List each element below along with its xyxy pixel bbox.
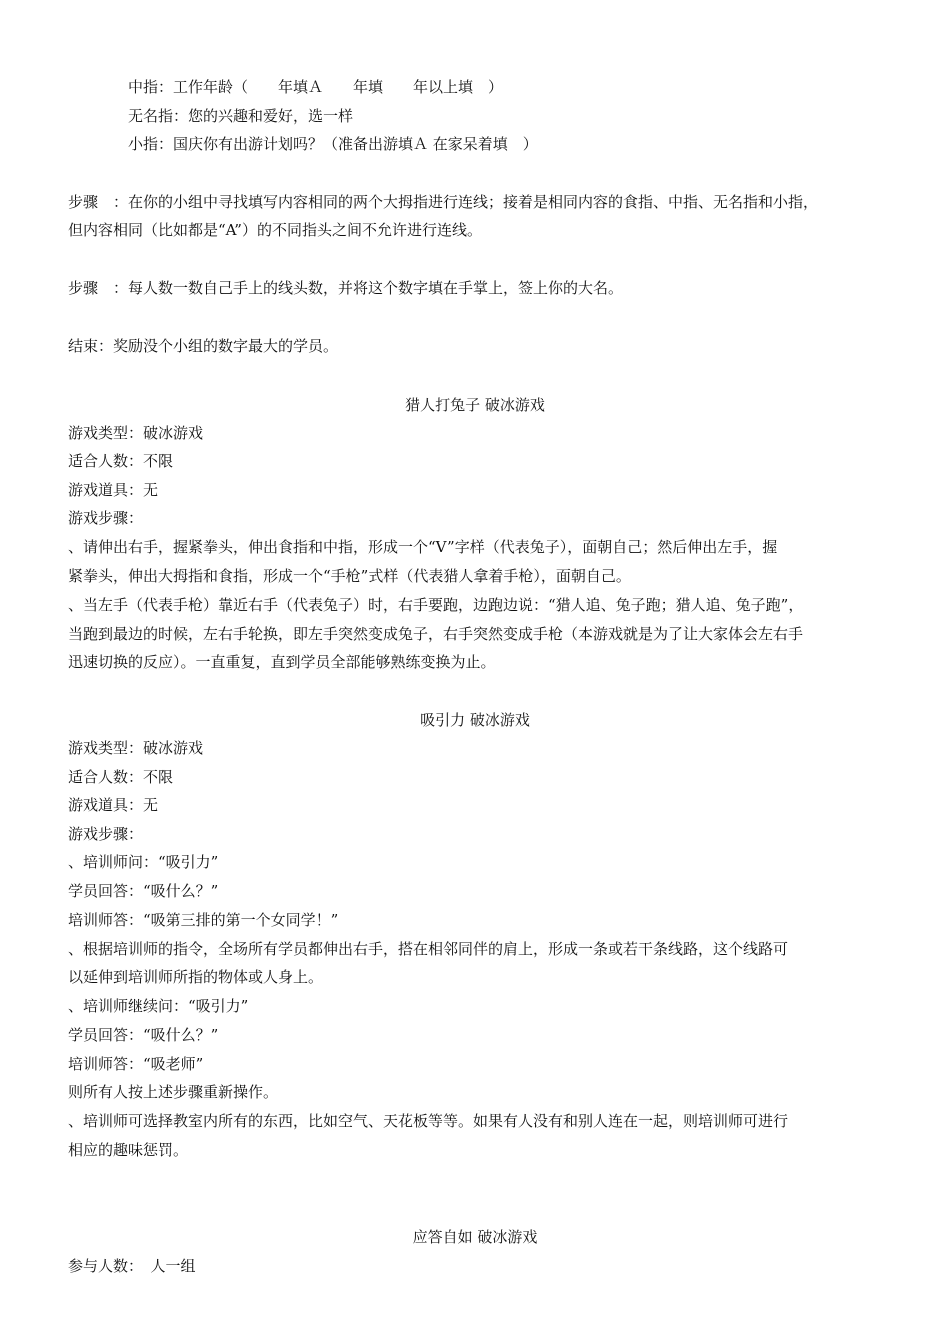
body-line: 、请伸出右手，握紧拳头，伸出食指和中指，形成一个“V”字样（代表兔子），面朝自己；然后伸出左手，握: [68, 538, 778, 556]
body-line: 培训师答：“吸第三排的第一个女同学！”: [68, 911, 339, 929]
body-line: 、根据培训师的指令，全场所有学员都伸出右手，搭在相邻同伴的肩上，形成一条或若干条线路，这个线路可: [68, 940, 789, 958]
body-line: 当跑到最边的时候，左右手轮换，即左手突然变成兔子，右手突然变成手枪（本游戏就是为了让大家体会左右手: [68, 625, 804, 643]
body-line: 、培训师问：“吸引力”: [68, 853, 219, 871]
body-line: 相应的趣味惩罚。: [68, 1141, 189, 1159]
body-line: 则所有人按上述步骤重新操作。: [68, 1083, 279, 1101]
body-line: 、培训师可选择教室内所有的东西，比如空气、天花板等等。如果有人没有和别人连在一起，则培训师可进行: [68, 1112, 789, 1130]
body-line: 游戏类型：破冰游戏: [68, 424, 204, 442]
intro-line: 小指：国庆你有出游计划吗？（准备出游填Ａ 在家呆着填 ）: [128, 135, 538, 153]
step-paragraph-line: 但内容相同（比如都是“A”）的不同指头之间不允许进行连线。: [68, 221, 482, 239]
body-line: 培训师答：“吸老师”: [68, 1055, 204, 1073]
body-line: 游戏步骤：: [68, 509, 144, 527]
body-line: 游戏步骤：: [68, 825, 144, 843]
body-line: 迅速切换的反应）。一直重复，直到学员全部能够熟练变换为止。: [68, 653, 496, 671]
body-line: 紧拳头，伸出大拇指和食指，形成一个“手枪”式样（代表猎人拿着手枪），面朝自己。: [68, 567, 631, 585]
body-line: 游戏道具：无: [68, 796, 159, 814]
ending-line: 结束：奖励没个小组的数字最大的学员。: [68, 337, 339, 355]
intro-line: 中指：工作年龄（ 年填Ａ 年填 年以上填 ）: [128, 78, 504, 96]
step-paragraph-line: 步骤 ：在你的小组中寻找填写内容相同的两个大拇指进行连线；接着是相同内容的食指、中指、无名指和小指，: [68, 193, 819, 211]
body-line: 游戏类型：破冰游戏: [68, 739, 204, 757]
section-title: 应答自如 破冰游戏: [412, 1228, 538, 1246]
body-line: 、当左手（代表手枪）靠近右手（代表兔子）时，右手要跑，边跑边说：“猎人追、兔子跑；猎人追、兔子跑”，: [68, 596, 804, 614]
section-title: 猎人打兔子 破冰游戏: [405, 396, 545, 414]
body-line: 参与人数： 人一组: [68, 1257, 196, 1275]
section-title: 吸引力 破冰游戏: [420, 711, 530, 729]
body-line: 适合人数：不限: [68, 768, 174, 786]
body-line: 适合人数：不限: [68, 452, 174, 470]
intro-line: 无名指：您的兴趣和爱好，选一样: [128, 107, 354, 125]
body-line: 、培训师继续问：“吸引力”: [68, 997, 249, 1015]
body-line: 学员回答：“吸什么？”: [68, 1026, 219, 1044]
step-paragraph-line: 步骤 ：每人数一数自己手上的线头数，并将这个数字填在手掌上，签上你的大名。: [68, 279, 624, 297]
body-line: 学员回答：“吸什么？”: [68, 882, 219, 900]
body-line: 以延伸到培训师所指的物体或人身上。: [68, 968, 324, 986]
body-line: 游戏道具：无: [68, 481, 159, 499]
